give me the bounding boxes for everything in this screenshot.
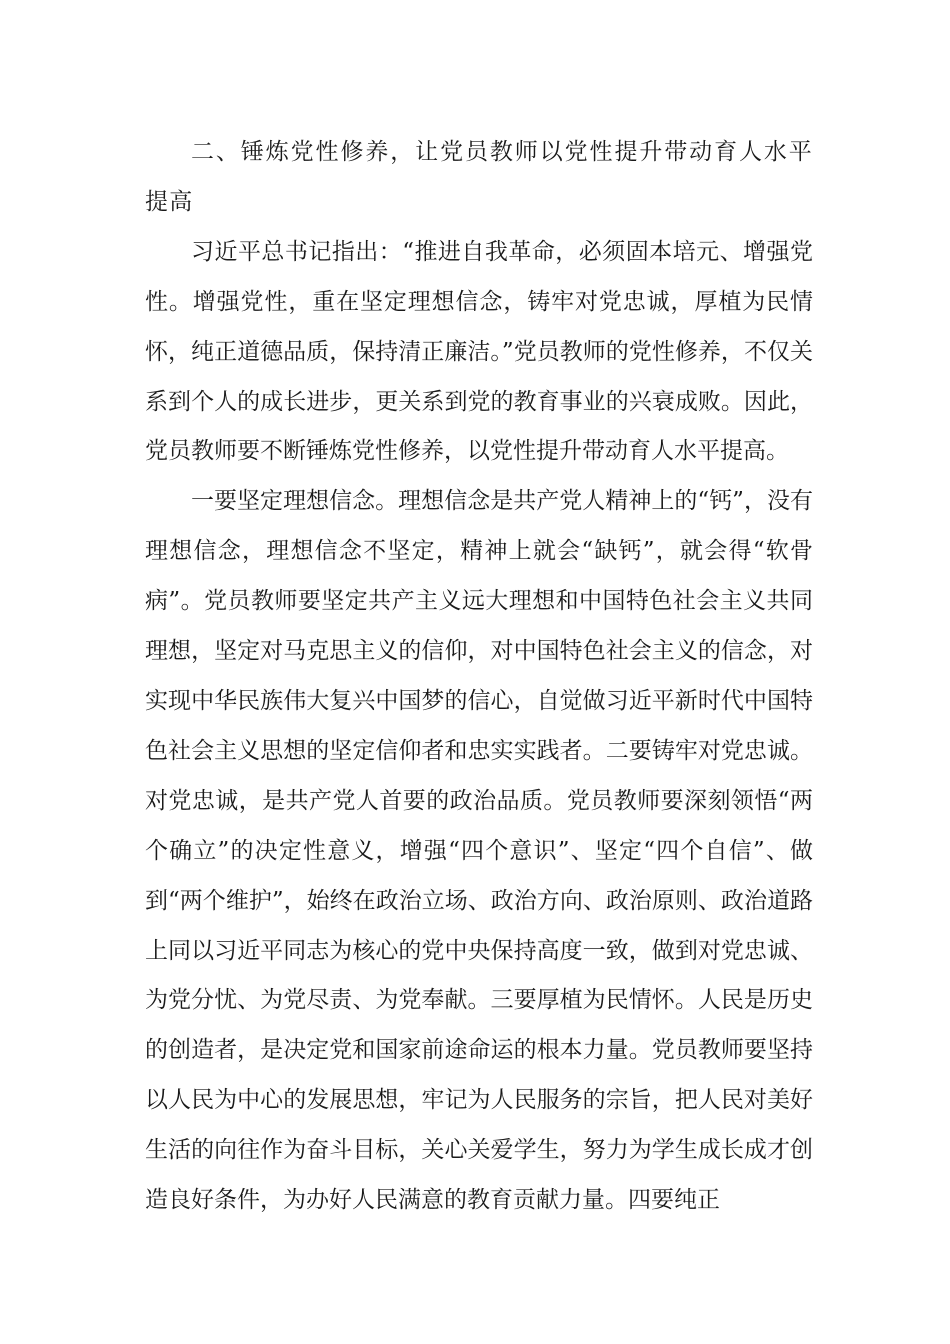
section-heading: 二、锤炼党性修养，让党员教师以党性提升带动育人水平提高 <box>145 139 813 215</box>
document-body <box>145 128 813 1226</box>
paragraph-party-spirit-quote: 习近平总书记指出：“推进自我革命，必须固本培元、增强党性。增强党性，重在坚定理想信念，铸牢对党忠诚，厚植为民情怀，纯正道德品质，保持清正廉洁。”党员教师的党性修养，不仅关系到个人的成长进步，更关系到党的教育事业的兴衰成败。因此，党员教师要不断锤炼党性修养，以党性提升带动育人水平提高。 <box>145 238 813 465</box>
paragraph-four-requirements: 一要坚定理想信念。理想信念是共产党人精神上的“钙”，没有理想信念，理想信念不坚定，精神上就会“缺钙”，就会得“软骨病”。党员教师要坚定共产主义远大理想和中国特色社会主义共同理想，坚定对马克思主义的信仰，对中国特色社会主义的信念，对实现中华民族伟大复兴中国梦的信心，自觉做习近平新时代中国特色社会主义思想的坚定信仰者和忠实实践者。二要铸牢对党忠诚。对党忠诚，是共产党人首要的政治品质。党员教师要深刻领悟“两个确立”的决定性意义，增强“四个意识”、坚定“四个自信”、做到“两个维护”，始终在政治立场、政治方向、政治原则、政治道路上同以习近平同志为核心的党中央保持高度一致，做到对党忠诚、为党分忧、为党尽责、为党奉献。三要厚植为民情怀。人民是历史的创造者，是决定党和国家前途命运的根本力量。党员教师要坚持以人民为中心的发展思想，牢记为人民服务的宗旨，把人民对美好生活的向往作为奋斗目标，关心关爱学生，努力为学生成长成才创造良好条件，为办好人民满意的教育贡献力量。四要纯正 <box>145 488 813 1214</box>
